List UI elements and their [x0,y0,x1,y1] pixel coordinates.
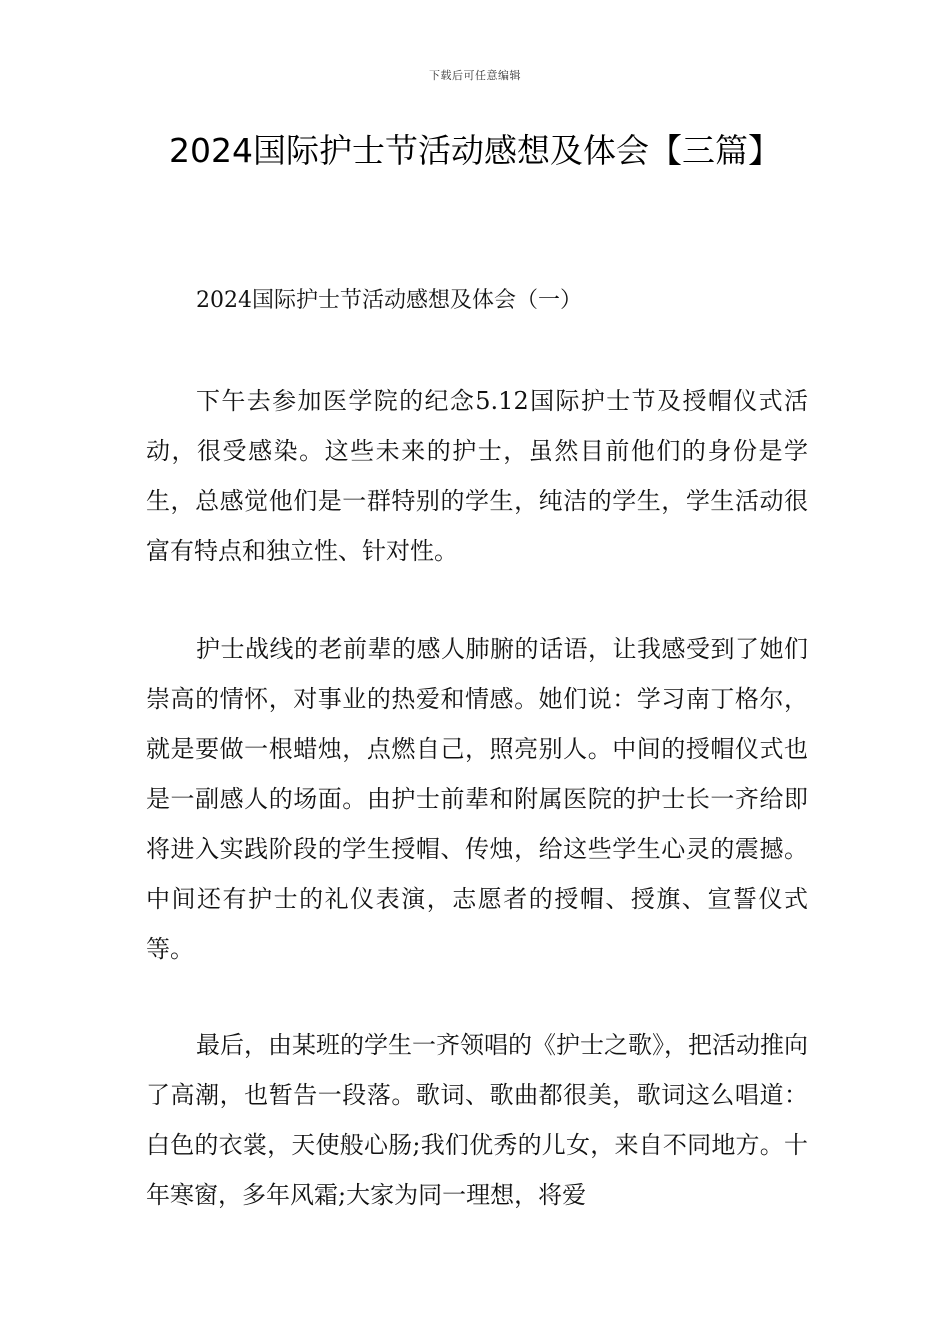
header-note: 下载后可任意编辑 [429,69,521,82]
paragraph-1: 下午去参加医学院的纪念5.12国际护士节及授帽仪式活动，很受感染。这些未来的护士，虽然目前他们的身份是学生，总感觉他们是一群特别的学生，纯洁的学生，学生活动很富有特点和独立性、针对性。 [146,387,808,565]
paragraph-3: 最后，由某班的学生一齐领唱的《护士之歌》，把活动推向了高潮，也暂告一段落。歌词、歌曲都很美，歌词这么唱道：白色的衣裳，天使般心肠;我们优秀的儿女，来自不同地方。十年寒窗，多年风霜;大家为同一理想，将爱 [146,1031,808,1209]
document-title: 2024国际护士节活动感想及体会【三篇】 [169,131,781,170]
section-heading: 2024国际护士节活动感想及体会（一） [196,288,582,313]
paragraph-2: 护士战线的老前辈的感人肺腑的话语，让我感受到了她们崇高的情怀，对事业的热爱和情感。她们说：学习南丁格尔，就是要做一根蜡烛，点燃自己，照亮别人。中间的授帽仪式也是一副感人的场面。由护士前辈和附属医院的护士长一齐给即将进入实践阶段的学生授帽、传烛，给这些学生心灵的震撼。中间还有护士的礼仪表演，志愿者的授帽、授旗、宣誓仪式等。 [146,635,808,963]
